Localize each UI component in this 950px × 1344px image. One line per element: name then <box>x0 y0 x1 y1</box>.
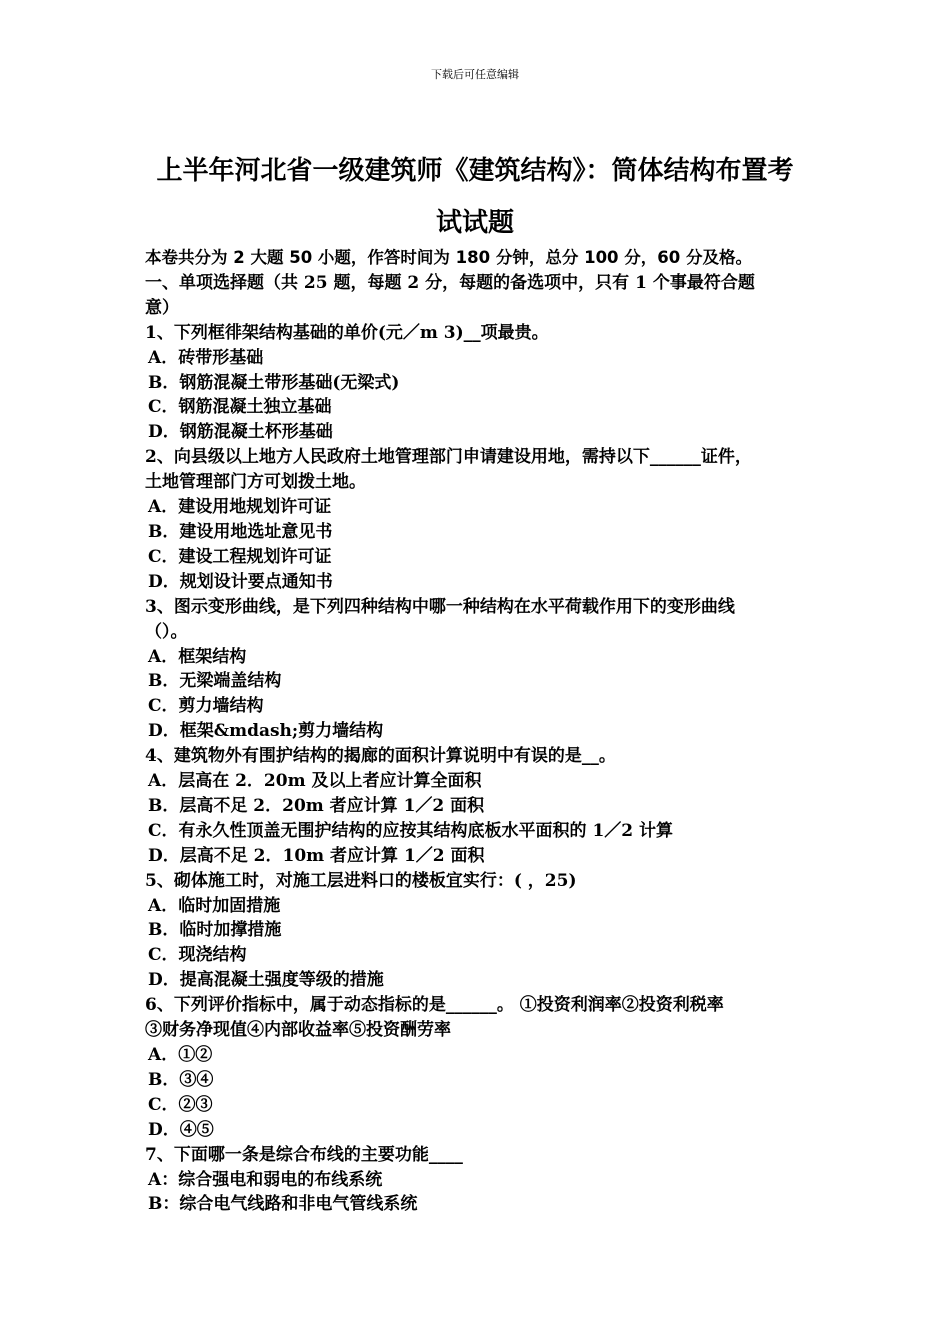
option-6d: D．④⑤ <box>148 1119 214 1140</box>
page-header: 下载后可任意编辑 <box>431 68 519 81</box>
section-heading-cont: 意） <box>145 297 179 318</box>
question-1: 1、下列框徘架结构基础的单价(元／m 3)__项最贵。 <box>145 322 549 343</box>
option-2b: B．建设用地选址意见书 <box>148 521 333 542</box>
question-3-cont: （）。 <box>145 621 188 642</box>
option-6a: A．①② <box>148 1045 213 1065</box>
option-3b: B．无梁端盖结构 <box>148 671 282 692</box>
document-title-line-1: 上半年河北省一级建筑师《建筑结构》：筒体结构布置考 <box>156 156 794 186</box>
option-4d: D．层高不足 2．10m 者应计算 1／2 面积 <box>148 845 485 866</box>
exam-intro: 本卷共分为 2 大题 50 小题，作答时间为 180 分钟，总分 100 分，60 分及格。 <box>145 248 752 267</box>
option-2c: C．建设工程规划许可证 <box>148 546 332 567</box>
option-4c: C．有永久性顶盖无围护结构的应按其结构底板水平面积的 1／2 计算 <box>148 820 674 841</box>
option-4b: B．层高不足 2．20m 者应计算 1／2 面积 <box>148 795 485 816</box>
exam-body <box>145 246 825 1217</box>
option-7b: B：综合电气线路和非电气管线系统 <box>148 1194 418 1215</box>
section-heading: 一、单项选择题（共 25 题，每题 2 分，每题的备选项中，只有 1 个事最符合题 <box>145 272 755 293</box>
question-7: 7、下面哪一条是综合布线的主要功能____ <box>145 1144 463 1165</box>
option-5a: A．临时加固措施 <box>148 895 281 916</box>
option-6c: C．②③ <box>148 1094 213 1115</box>
question-6-cont: ③财务净现值④内部收益率⑤投资酬劳率 <box>145 1020 451 1041</box>
question-4: 4、建筑物外有围护结构的揭廊的面积计算说明中有误的是__。 <box>145 746 616 767</box>
option-4a: A．层高在 2．20m 及以上者应计算全面积 <box>148 771 482 792</box>
option-1a: A．砖带形基础 <box>148 347 264 368</box>
option-5b: B．临时加撑措施 <box>148 920 282 941</box>
question-2-cont: 土地管理部门方可划拨土地。 <box>145 472 366 493</box>
option-6b: B．③④ <box>148 1069 214 1090</box>
option-1d: D．钢筋混凝土杯形基础 <box>148 422 333 443</box>
option-3c: C．剪力墙结构 <box>148 696 264 717</box>
option-1c: C．钢筋混凝土独立基础 <box>148 397 332 418</box>
option-5d: D．提高混凝土强度等级的措施 <box>148 970 384 991</box>
option-3d: D．框架&mdash;剪力墙结构 <box>148 721 384 742</box>
option-7a: A：综合强电和弱电的布线系统 <box>148 1169 383 1190</box>
question-5: 5、砌体施工时，对施工层进料口的楼板宜实行：( ，25) <box>145 870 577 891</box>
option-3a: A．框架结构 <box>148 646 247 667</box>
question-6: 6、下列评价指标中，属于动态指标的是______。 ①投资利润率②投资利税率 <box>145 995 724 1016</box>
document-title-line-2: 试试题 <box>435 208 514 238</box>
option-2a: A．建设用地规划许可证 <box>148 497 332 518</box>
question-3: 3、图示变形曲线，是下列四种结构中哪一种结构在水平荷载作用下的变形曲线 <box>145 596 735 617</box>
option-5c: C．现浇结构 <box>148 945 247 966</box>
option-1b: B．钢筋混凝土带形基础(无梁式) <box>148 372 400 393</box>
question-2: 2、向县级以上地方人民政府土地管理部门申请建设用地，需持以下______证件， <box>145 447 752 468</box>
option-2d: D．规划设计要点通知书 <box>148 571 333 592</box>
